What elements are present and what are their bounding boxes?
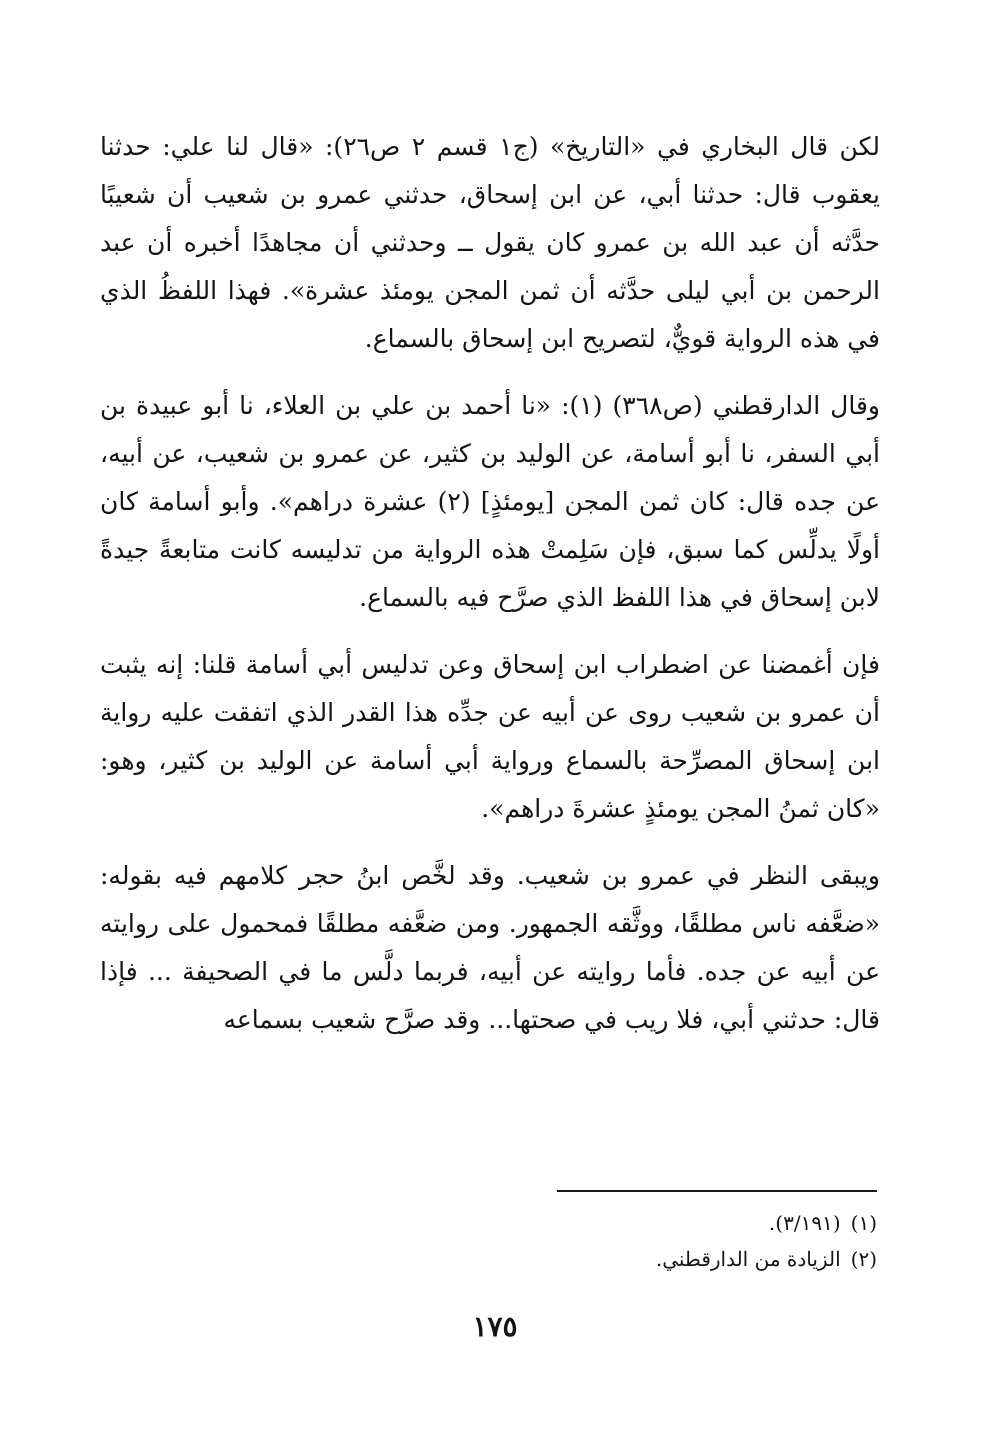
footnote-separator — [557, 1190, 877, 1192]
paragraph-2: وقال الدارقطني (ص٣٦٨) (١): «نا أحمد بن علي بن العلاء، نا أبو عبيدة بن أبي السفر، نا أبو أسامة، عن الوليد بن كثير، عن عمرو بن شعيب، عن أبيه، عن جده قال: كان ثمن المجن [يومئذٍ] (٢) عشرة دراهم». وأبو أسامة كان أولًا يدلِّس كما سبق، فإن سَلِمتْ هذه الرواية من تدليسه كانت متابعةً جيدةً لابن إسحاق في هذا اللفظ الذي صرَّح فيه بالسماع. — [100, 391, 880, 612]
page-number: ١٧٥ — [472, 1310, 518, 1343]
paragraph-3: فإن أغمضنا عن اضطراب ابن إسحاق وعن تدليس أبي أسامة قلنا: إنه يثبت أن عمرو بن شعيب روى عن أبيه عن جدِّه هذا القدر الذي اتفقت عليه رواية ابن إسحاق المصرِّحة بالسماع ورواية أبي أسامة عن الوليد بن كثير، وهو: «كان ثمنُ المجن يومئذٍ عشرةَ دراهم». — [100, 650, 880, 823]
footnote-2 — [557, 1241, 877, 1277]
footnote-text: الزيادة من الدارقطني. — [655, 1247, 841, 1271]
footnote-1 — [557, 1205, 877, 1241]
footnote-text: (٣/١٩١). — [768, 1211, 841, 1235]
main-text — [100, 123, 880, 1044]
footnote-marker: (١) — [850, 1211, 877, 1235]
footnotes — [557, 1205, 877, 1277]
footnote-marker: (٢) — [850, 1247, 877, 1271]
paragraph-1: لكن قال البخاري في «التاريخ» (ج١ قسم ٢ ص٢٦): «قال لنا علي: حدثنا يعقوب قال: حدثنا أبي، عن ابن إسحاق، حدثني عمرو بن شعيب أن شعيبًا حدَّثه أن عبد الله بن عمرو كان يقول ــ وحدثني أن مجاهدًا أخبره أن عبد الرحمن بن أبي ليلى حدَّثه أن ثمن المجن يومئذ عشرة». فهذا اللفظُ الذي في هذه الرواية قويٌّ، لتصريح ابن إسحاق بالسماع. — [100, 132, 881, 353]
paragraph-4: ويبقى النظر في عمرو بن شعيب. وقد لخَّص ابنُ حجر كلامهم فيه بقوله: «ضعَّفه ناس مطلقًا، ووثَّقه الجمهور. ومن ضعَّفه مطلقًا فمحمول على روايته عن أبيه عن جده. فأما روايته عن أبيه، فربما دلَّس ما في الصحيفة ... فإذا قال: حدثني أبي، فلا ريب في صحتها... وقد صرَّح شعيب بسماعه — [100, 861, 880, 1034]
